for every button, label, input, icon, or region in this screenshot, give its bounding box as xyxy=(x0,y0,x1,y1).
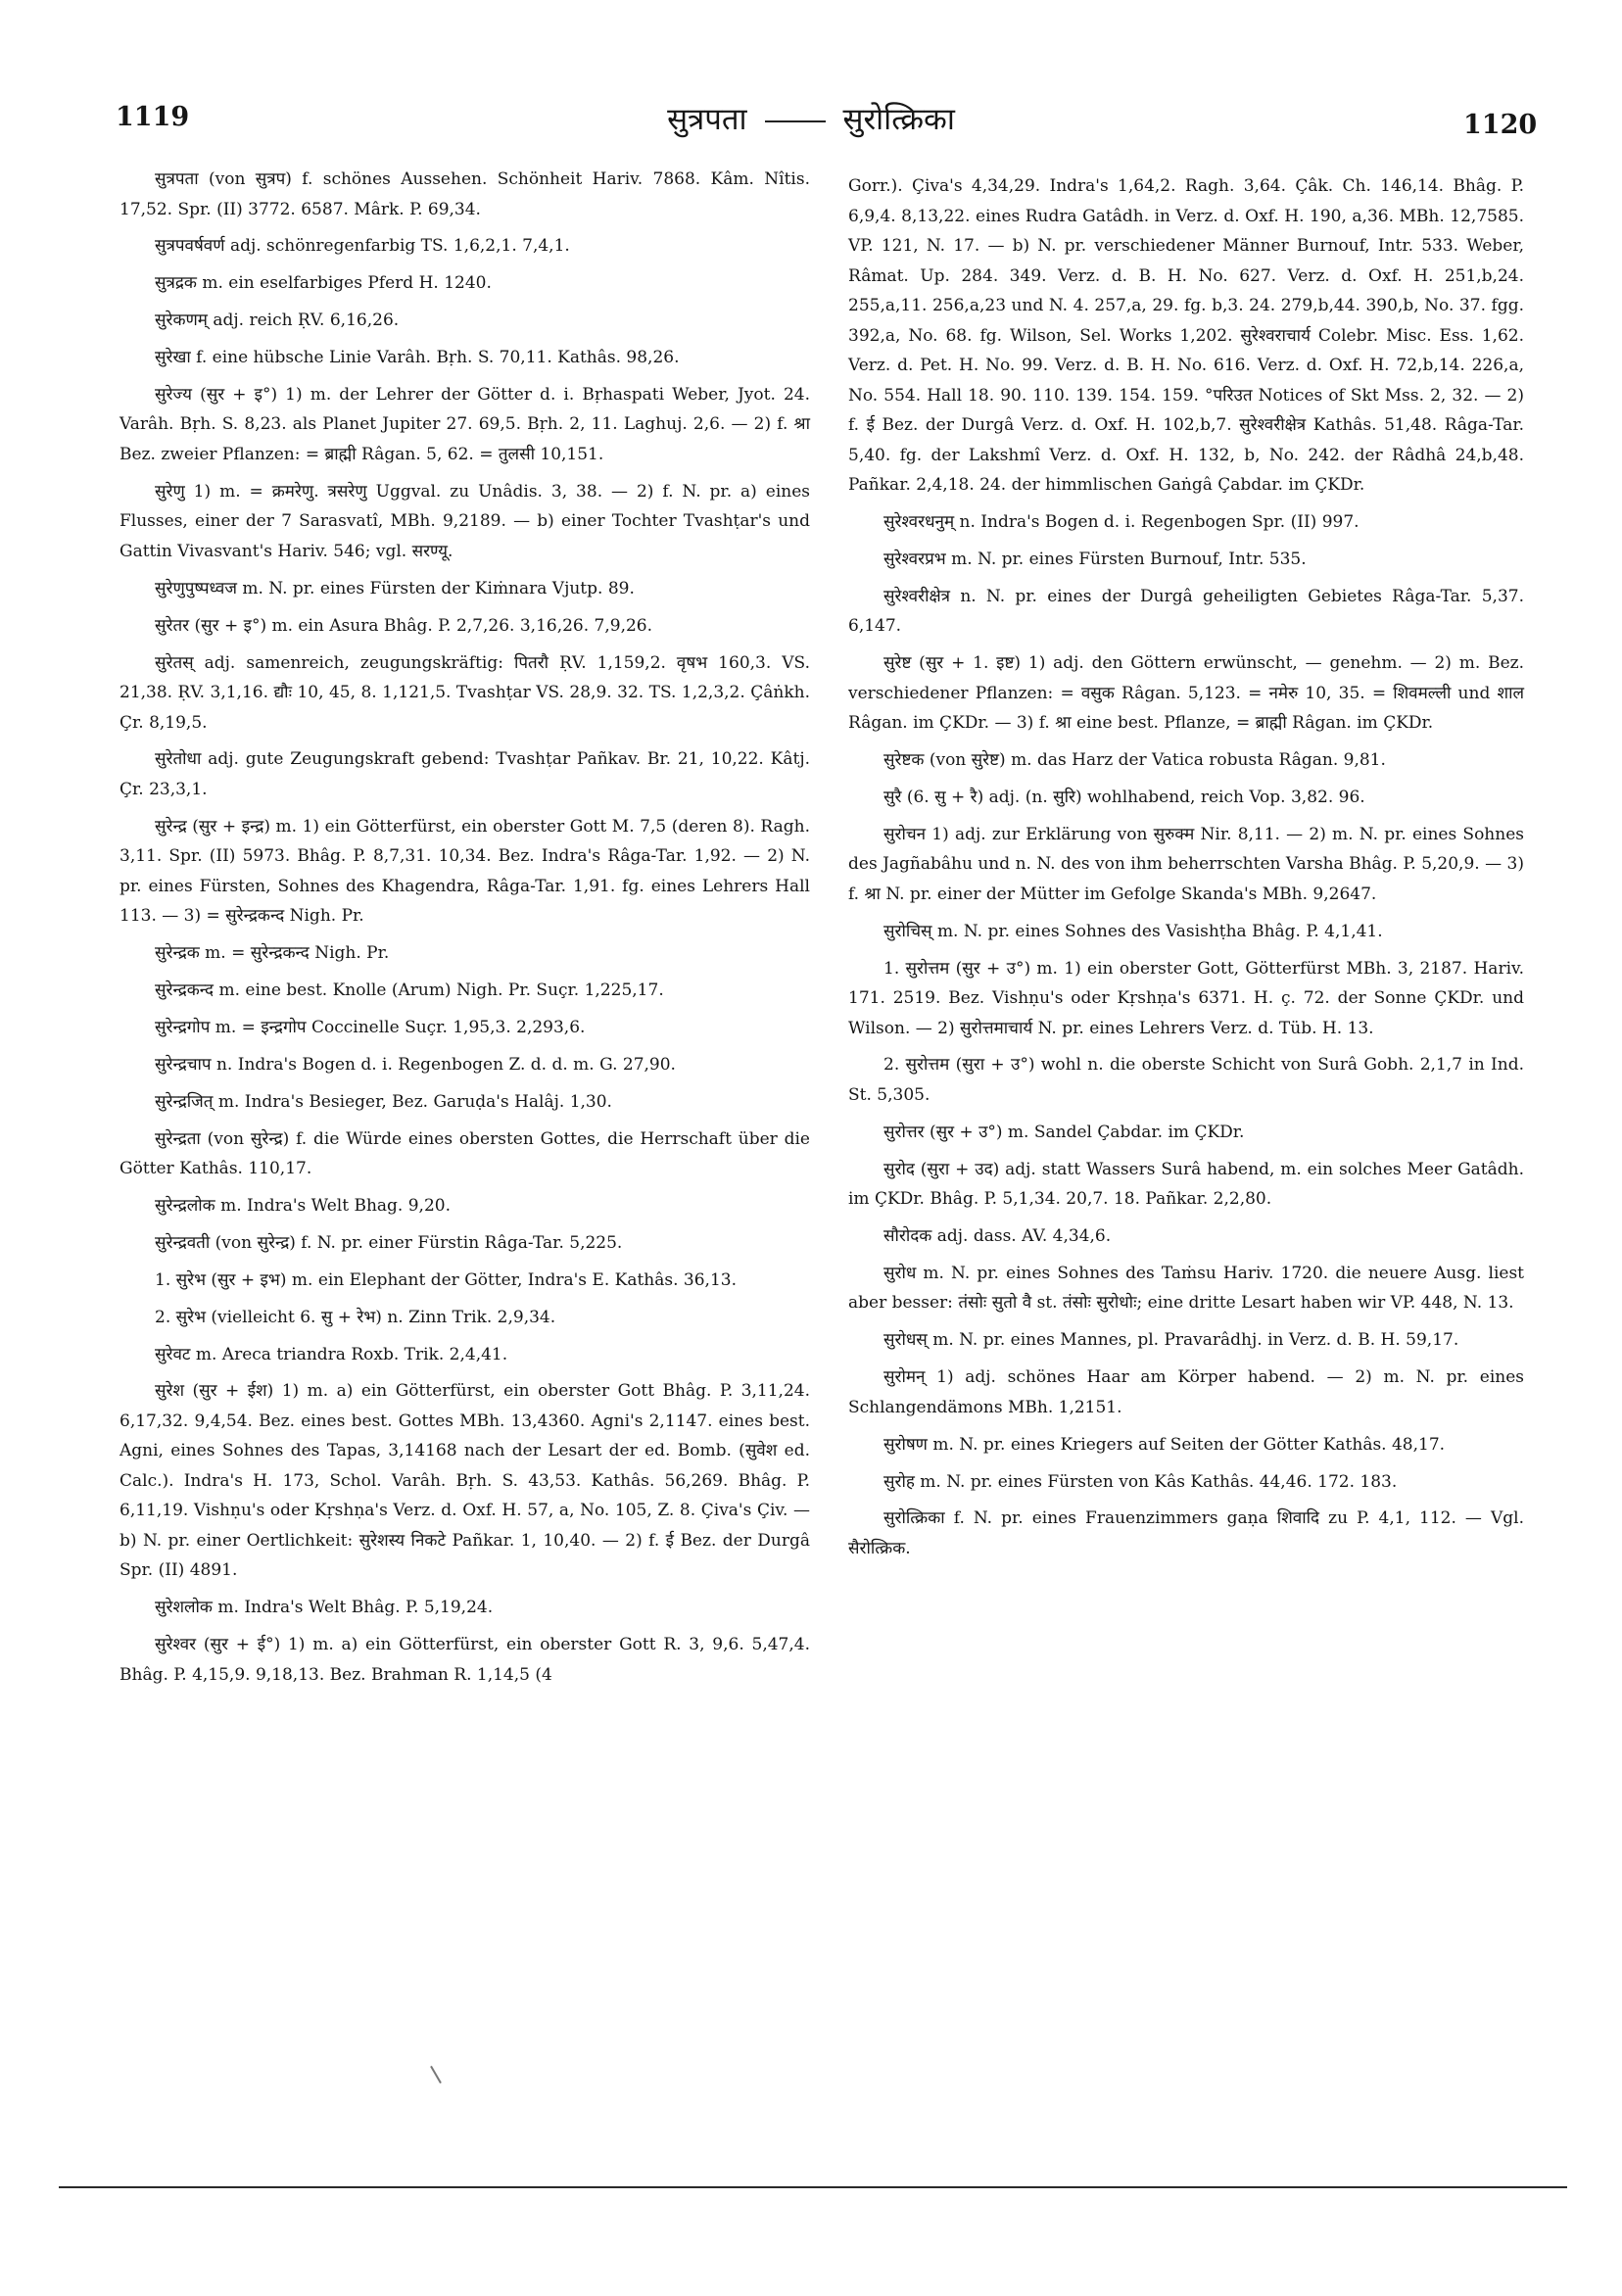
entry-continued: Gorr.). Çiva's 4,34,29. Indra's 1,64,2. Ragh. 3,64. Çâk. Ch. 146,14. Bhâg. P. 6,9,4. 8,13,22. eines Rudra Gatâdh. in Verz. d. Oxf. H. 190, a,36. MBh. 12,7585. VP. 121, N. 17. — b) N. pr. verschiedener Männer Burnouf, Intr. 533. Weber, Râmat. Up. 284. 349. Verz. d. B. H. No. 627. Verz. d. Oxf. H. 251,b,24. 255,a,11. 256,a,23 und N. 4. 257,a, 29. fg. b,3. 24. 279,b,44. 390,b, No. 37. fgg. 392,a, No. 68. fg. Wilson, Sel. Works 1,202. सुरेश्वराचार्य Colebr. Misc. Ess. 1,62. Verz. d. Pet. H. No. 99. Verz. d. B. H. No. 616. Verz. d. Oxf. H. 72,b,14. 226,a, No. 554. Hall 18. 90. 110. 139. 154. 159. °परिउत Notices of Skt Mss. 2, 32. — 2) f. ई Bez. der Durgâ Verz. d. Oxf. H. 102,b,7. सुरेश्वरीक्षेत्र Kathâs. 51,48. Râga-Tar. 5,40. fg. der Lakshmî Verz. d. Oxf. H. 132, b, No. 242. der Râdhâ 24,b,48. Pañkar. 2,4,18. 24. der himmlischen Gaṅgâ Çabdar. im ÇKDr. xyxy=(848,176,1524,495)
entry: सुरेतस् adj. samenreich, zeugungskräftig: पितरौ ṚV. 1,159,2. वृषभ 160,3. VS. 21,38. ṚV. 3,1,16. द्यौः 10, 45, 8. 1,121,5. Tvashṭar VS. 28,9. 32. TS. 1,2,3,2. Çâṅkh. Çr. 8,19,5. xyxy=(119,652,810,733)
entry: सुरेन्द्रचाप n. Indra's Bogen d. i. Regenbogen Z. d. d. m. G. 27,90. xyxy=(155,1054,676,1075)
entry: सुरोद (सुरा + उद) adj. statt Wassers Surâ habend, m. ein solches Meer Gatâdh. im ÇKDr. Bhâg. P. 5,1,34. 20,7. 18. Pañkar. 2,2,80. xyxy=(848,1159,1524,1210)
entry: सुरेतोधा adj. gute Zeugungskraft gebend: Tvashṭar Pañkav. Br. 21, 10,22. Kâtj. Çr. 23,3,1. xyxy=(119,749,810,799)
entry: सुत्रपवर्षवर्ण adj. schönregenfarbig TS. 1,6,2,1. 7,4,1. xyxy=(155,236,570,257)
entry: सुरोध m. N. pr. eines Sohnes des Taṁsu Hariv. 1720. die neuere Ausg. liest aber besser: तंसोः सुतो वै st. तंसोः सुरोधोः; eine dritte Lesart haben wir VP. 448, N. 13. xyxy=(848,1263,1524,1314)
entry: सुरेन्द्रलोक m. Indra's Welt Bhag. 9,20. xyxy=(155,1196,451,1217)
left-column xyxy=(119,165,810,1698)
entry: सुरेश्वरीक्षेत्र n. N. pr. eines der Durgâ geheiligten Gebietes Râga-Tar. 5,37. 6,147. xyxy=(848,586,1524,637)
entry: सुरोचिस् m. N. pr. eines Sohnes des Vasishṭha Bhâg. P. 4,1,41. xyxy=(883,921,1383,941)
entry: सुरोचन 1) adj. zur Erklärung von सुरुक्म Nir. 8,11. — 2) m. N. pr. eines Sohnes des Jagñabâhu und n. N. des von ihm beherrschten Varsha Bhâg. P. 5,20,9. — 3) f. श्रा N. pr. einer der Mütter im Gefolge Skanda's MBh. 9,2647. xyxy=(848,824,1524,904)
entry: सुरेश्वरधनुम् n. Indra's Bogen d. i. Regenbogen Spr. (II) 997. xyxy=(883,511,1360,532)
entry: 1. सुरेभ (सुर + इभ) m. ein Elephant der Götter, Indra's E. Kathâs. 36,13. xyxy=(155,1269,737,1290)
entry: सुरै (6. सु + रै) adj. (n. सुरि) wohlhabend, reich Vop. 3,82. 96. xyxy=(883,787,1365,807)
entry: सुरोमन् 1) adj. schönes Haar am Körper habend. — 2) m. N. pr. eines Schlangendämons MBh. 1,2151. xyxy=(848,1367,1524,1417)
entry: 1. सुरोत्तम (सुर + उ°) m. 1) ein oberster Gott, Götterfürst MBh. 3, 2187. Hariv. 171. 2519. Bez. Vishṇu's oder Kṛshṇa's 6371. H. ç. 72. der Sonne ÇKDr. und Wilson. — 2) सुरोत्तमाचार्य N. pr. eines Lehrers Verz. d. Tüb. H. 13. xyxy=(848,958,1524,1038)
entry: सुरेन्द्र (सुर + इन्द्र) m. 1) ein Götterfürst, ein oberster Gott M. 7,5 (deren 8). Ragh. 3,11. Spr. (II) 5973. Bhâg. P. 8,7,31. 10,34. Bez. Indra's Râga-Tar. 1,92. — 2) N. pr. eines Fürsten, Sohnes des Khagendra, Râga-Tar. 1,91. fg. eines Lehrers Hall 113. — 3) = सुरेन्द्रकन्द Nigh. Pr. xyxy=(119,816,810,927)
entry: सुरेश्वर (सुर + ई°) 1) m. a) ein Götterfürst, ein oberster Gott R. 3, 9,6. 5,47,4. Bhâg. P. 4,15,9. 9,18,13. Bez. Brahman R. 1,14,5 (4 xyxy=(119,1635,810,1685)
right-column xyxy=(848,171,1524,1571)
entry: सुरेतर (सुर + इ°) m. ein Asura Bhâg. P. 2,7,26. 3,16,26. 7,9,26. xyxy=(155,615,653,636)
entry: सुरेखा f. eine hübsche Linie Varâh. Bṛh. S. 70,11. Kathâs. 98,26. xyxy=(155,348,680,368)
entry: 2. सुरोत्तम (सुरा + उ°) wohl n. die oberste Schicht von Surâ Gobh. 2,1,7 in Ind. St. 5,305. xyxy=(848,1055,1524,1105)
entry: सुरेन्द्रवती (von सुरेन्द्र) f. N. pr. einer Fürstin Râga-Tar. 5,225. xyxy=(155,1232,623,1253)
entry: सुरेणु 1) m. = क्रमरेणु. त्रसरेणु Uggval. zu Unâdis. 3, 38. — 2) f. N. pr. a) eines Flusses, einer der 7 Sarasvatî, MBh. 9,2189. — b) einer Tochter Tvashṭar's und Gattin Vivasvant's Hariv. 546; vgl. सरण्यू. xyxy=(119,481,810,561)
entry: सुरोत्क्रिका f. N. pr. eines Frauenzimmers gaṇa शिवादि zu P. 4,1, 112. — Vgl. सैरोत्क्रिक. xyxy=(848,1508,1524,1558)
entry: सुरेशलोक m. Indra's Welt Bhâg. P. 5,19,24. xyxy=(155,1598,494,1618)
entry: सौरोदक adj. dass. AV. 4,34,6. xyxy=(883,1226,1112,1247)
entry: सुत्रपता (von सुत्रप) f. schönes Aussehen. Schönheit Hariv. 7868. Kâm. Nîtis. 17,52. Spr. (II) 3772. 6587. Mârk. P. 69,34. xyxy=(119,169,810,219)
entry: सुरेश (सुर + ईश) 1) m. a) ein Götterfürst, ein oberster Gott Bhâg. P. 3,11,24. 6,17,32. 9,4,54. Bez. eines best. Gottes MBh. 13,4360. Agni's 2,1147. eines best. Agni, eines Sohnes des Tapas, 3,14168 nach der Lesart der ed. Bomb. (सुवेश ed. Calc.). Indra's H. 173, Schol. Varâh. Bṛh. S. 43,53. Kathâs. 56,269. Bhâg. P. 6,11,19. Vishṇu's oder Kṛshṇa's Verz. d. Oxf. H. 57, a, No. 105, Z. 8. Çiva's Çiv. — b) N. pr. einer Oertlichkeit: सुरेशस्य निकटे Pañkar. 1, 10,40. — 2) f. ई Bez. der Durgâ Spr. (II) 4891. xyxy=(119,1381,810,1581)
entry: सुरेकणम् adj. reich ṚV. 6,16,26. xyxy=(155,311,400,331)
page-number-left: 1119 xyxy=(116,102,190,132)
entry: सुरेवट m. Areca triandra Roxb. Trik. 2,4,41. xyxy=(155,1344,508,1364)
entry: सुरेन्द्रगोप m. = इन्द्रगोप Coccinelle Suçr. 1,95,3. 2,293,6. xyxy=(155,1017,586,1037)
entry: सुरेष्टक (von सुरेष्ट) m. das Harz der Vatica robusta Râgan. 9,81. xyxy=(883,749,1386,770)
entry: सुरेणुपुष्पध्वज m. N. pr. eines Fürsten der Kiṁnara Vjutp. 89. xyxy=(155,578,635,598)
header-first-word: सुत्रपता xyxy=(667,102,747,137)
footer-rule xyxy=(59,2186,1567,2188)
header-dash xyxy=(765,120,826,122)
header-last-word: सुरोत्क्रिका xyxy=(842,102,955,137)
stray-pen-mark xyxy=(430,2066,442,2083)
running-header xyxy=(0,98,1622,139)
entry: सुरोधस् m. N. pr. eines Mannes, pl. Pravarâdhj. in Verz. d. B. H. 59,17. xyxy=(883,1330,1459,1351)
entry: 2. सुरेभ (vielleicht 6. सु + रेभ) n. Zinn Trik. 2,9,34. xyxy=(155,1307,556,1327)
entry: सुरेन्द्रकन्द m. eine best. Knolle (Arum) Nigh. Pr. Suçr. 1,225,17. xyxy=(155,981,664,1001)
entry: सुरेन्द्रक m. = सुरेन्द्रकन्द Nigh. Pr. xyxy=(155,943,390,964)
entry: सुरेष्ट (सुर + 1. इष्ट) 1) adj. den Göttern erwünscht, — genehm. — 2) m. Bez. verschiedener Pflanzen: = वसुक Râgan. 5,123. = नमेरु 10, 35. = शिवमल्ली und शाल Râgan. im ÇKDr. — 3) f. श्रा eine best. Pflanze, = ब्राह्मी Râgan. im ÇKDr. xyxy=(848,653,1524,734)
entry: सुरोह m. N. pr. eines Fürsten von Kâs Kathâs. 44,46. 172. 183. xyxy=(883,1471,1398,1492)
entry: सुत्रद्रक m. ein eselfarbiges Pferd H. 1240. xyxy=(155,273,492,294)
page-number-right: 1120 xyxy=(1463,110,1538,140)
entry: सुरेन्द्रता (von सुरेन्द्र) f. die Würde eines obersten Gottes, die Herrschaft über die Götter Kathâs. 110,17. xyxy=(119,1128,810,1179)
entry: सुरेश्वरप्रभ m. N. pr. eines Fürsten Burnouf, Intr. 535. xyxy=(883,549,1307,569)
entry: सुरोत्तर (सुर + उ°) m. Sandel Çabdar. im ÇKDr. xyxy=(883,1122,1245,1142)
entry: सुरोषण m. N. pr. eines Kriegers auf Seiten der Götter Kathâs. 48,17. xyxy=(883,1434,1446,1455)
entry: सुरेज्य (सुर + इ°) 1) m. der Lehrer der Götter d. i. Bṛhaspati Weber, Jyot. 24. Varâh. Bṛh. S. 8,23. als Planet Jupiter 27. 69,5. Bṛh. 2, 11. Laghuj. 2,6. — 2) f. श्रा Bez. zweier Pflanzen: = ब्राह्मी Râgan. 5, 62. = तुलसी 10,151. xyxy=(119,384,810,464)
entry: सुरेन्द्रजित् m. Indra's Besieger, Bez. Garuḍa's Halâj. 1,30. xyxy=(155,1091,612,1112)
